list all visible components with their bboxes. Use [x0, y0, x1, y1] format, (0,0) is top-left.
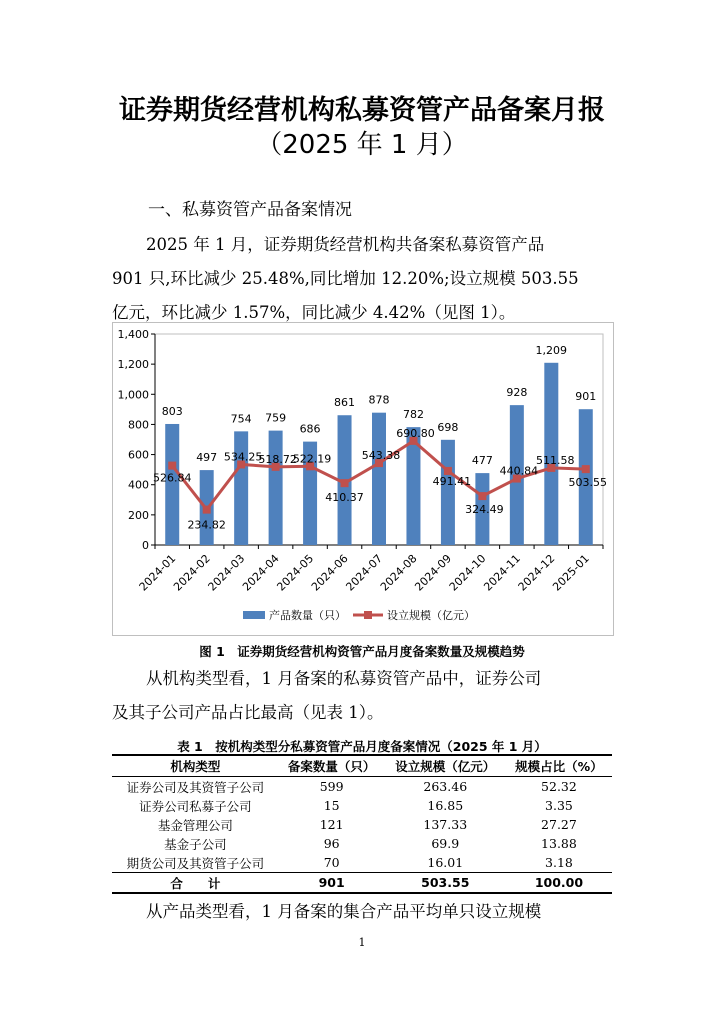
line-data-label: 690.80 [396, 426, 435, 440]
data-table [112, 754, 612, 894]
legend-label-line: 设立规模（亿元） [387, 609, 475, 622]
line-point [582, 465, 590, 473]
x-tick-label: 2024-01 [136, 551, 179, 594]
bar [234, 431, 248, 545]
line-data-label: 522.19 [292, 452, 332, 466]
line-data-label: 511.58 [536, 453, 575, 467]
bar-data-label: 698 [437, 420, 459, 434]
cell-count: 599 [319, 779, 344, 794]
cell-scale: 137.33 [423, 817, 468, 832]
x-tick-label: 2024-04 [240, 551, 282, 594]
cell-org-type: 证券公司私募子公司 [139, 798, 252, 814]
y-tick-label: 1,200 [117, 358, 149, 372]
bar [441, 440, 455, 545]
table-caption: 表 1 按机构类型分私募资管产品月度备案情况（2025 年 1 月） [177, 739, 547, 754]
x-tick-label: 2024-10 [446, 551, 489, 594]
bar [372, 413, 386, 545]
x-tick-label: 2024-12 [515, 551, 558, 594]
table-row [112, 834, 612, 853]
table-row [112, 777, 612, 797]
cell-org-type: 基金子公司 [164, 836, 227, 852]
cell-count: 96 [323, 836, 340, 851]
line-point [478, 492, 486, 500]
line-data-label: 518.72 [258, 452, 297, 466]
page-subtitle: （2025 年 1 月） [256, 130, 468, 160]
y-tick-label: 200 [128, 508, 149, 522]
header-share: 规模占比（%） [506, 755, 612, 777]
chart-svg [113, 323, 615, 637]
x-tick-label: 2024-03 [205, 551, 248, 594]
page-title: 证券期货经营机构私募资管产品备案月报 [119, 95, 605, 126]
header-scale: 设立规模（亿元） [385, 755, 506, 777]
y-tick-label: 800 [128, 418, 149, 432]
bar-data-label: 497 [196, 451, 218, 465]
line-data-label: 534.25 [223, 450, 263, 464]
legend-marker [364, 611, 372, 619]
cell-share: 3.18 [545, 855, 573, 870]
x-tick-label: 2024-05 [274, 551, 317, 594]
bar-data-label: 477 [471, 454, 493, 468]
cell-scale: 16.01 [427, 855, 464, 870]
paragraph-3 [112, 895, 541, 929]
x-tick-label: 2024-08 [377, 551, 420, 594]
cell-total-scale: 503.55 [385, 873, 506, 894]
bar-data-label: 782 [402, 408, 424, 422]
line-data-label: 491.41 [432, 474, 472, 488]
table-total-row [112, 873, 612, 894]
cell-org-type: 证券公司及其资管子公司 [126, 779, 265, 795]
header-org-type: 机构类型 [112, 755, 279, 777]
cell-scale: 69.9 [431, 836, 460, 851]
table-row [112, 796, 612, 815]
figure-1-chart [112, 322, 614, 636]
figure-caption: 图 1 证券期货经营机构资管产品月度备案数量及规模趋势 [199, 644, 525, 659]
cell-count: 70 [323, 855, 340, 870]
y-tick-label: 400 [128, 478, 149, 492]
cell-share: 27.27 [541, 817, 577, 832]
cell-total-count: 901 [279, 873, 385, 894]
bar-data-label: 754 [230, 412, 252, 426]
line-data-label: 543.38 [361, 449, 401, 463]
table-header-row [112, 755, 612, 777]
cell-total-label: 合 计 [112, 873, 279, 894]
paragraph-1-line-3: 亿元，环比减少 1.57%，同比减少 4.42%（见图 1）。 [112, 303, 516, 322]
x-tick-label: 2024-09 [412, 551, 455, 594]
line-point [444, 467, 452, 475]
bar-data-label: 928 [506, 386, 528, 400]
y-tick-label: 1,400 [117, 328, 149, 341]
x-tick-label: 2024-06 [308, 551, 351, 594]
line-point [168, 462, 176, 470]
line-data-label: 440.84 [499, 464, 539, 478]
bar-data-label: 759 [265, 411, 287, 425]
x-tick-label: 2024-07 [343, 551, 386, 594]
x-tick-label: 2025-01 [550, 551, 592, 594]
x-tick-label: 2024-11 [481, 551, 523, 594]
paragraph-1-line-2: 901 只,环比减少 25.48%,同比增加 12.20%;设立规模 503.55 [112, 269, 579, 288]
cell-count: 121 [319, 817, 344, 832]
section-heading: 一、私募资管产品备案情况 [148, 200, 352, 220]
x-tick-label: 2024-02 [171, 551, 213, 594]
cell-org-type: 期货公司及其资管子公司 [126, 855, 265, 871]
y-tick-label: 600 [128, 448, 149, 462]
legend-swatch-bars [243, 611, 265, 619]
cell-scale: 263.46 [423, 779, 468, 794]
line-point [203, 506, 211, 514]
cell-share: 3.35 [545, 798, 573, 813]
table-row [112, 853, 612, 873]
cell-share: 13.88 [541, 836, 577, 851]
cell-total-share: 100.00 [506, 873, 612, 894]
paragraph-2-line-1: 从机构类型看，1 月备案的私募资管产品中，证券公司 [146, 669, 542, 688]
paragraph-1 [112, 228, 579, 330]
bar-data-label: 1,209 [535, 343, 568, 357]
cell-org-type: 基金管理公司 [157, 817, 233, 833]
bar-data-label: 901 [575, 390, 597, 404]
bar-data-label: 878 [368, 393, 390, 407]
bar [269, 431, 283, 545]
line-data-label: 410.37 [325, 491, 364, 505]
line-data-label: 234.82 [187, 518, 226, 532]
paragraph-2-line-2: 及其子公司产品占比最高（见表 1）。 [112, 703, 384, 722]
legend-label-bars: 产品数量（只） [269, 609, 346, 622]
cell-count: 15 [323, 798, 340, 813]
paragraph-1-line-1: 2025 年 1 月，证券期货经营机构共备案私募资管产品 [146, 235, 545, 254]
table-row [112, 815, 612, 834]
line-data-label: 526.84 [152, 471, 192, 485]
cell-share: 52.32 [541, 779, 577, 794]
bar-data-label: 686 [299, 422, 321, 436]
y-tick-label: 0 [142, 539, 149, 552]
page-number: 1 [358, 936, 366, 949]
cell-scale: 16.85 [427, 798, 464, 813]
line-point [341, 479, 349, 487]
paragraph-3-line-1: 从产品类型看，1 月备案的集合产品平均单只设立规模 [146, 902, 542, 921]
line-data-label: 503.55 [568, 476, 608, 490]
bar-data-label: 861 [334, 396, 356, 410]
header-count: 备案数量（只） [279, 755, 385, 777]
y-tick-label: 1,000 [117, 388, 149, 402]
paragraph-2 [112, 662, 541, 730]
line-data-label: 324.49 [465, 503, 504, 517]
bar-data-label: 803 [161, 404, 183, 418]
